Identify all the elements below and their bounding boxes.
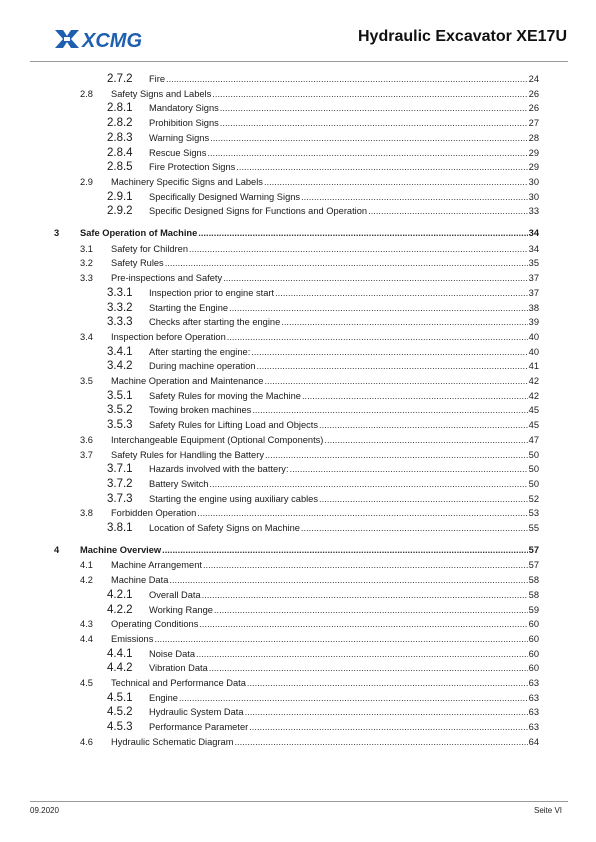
toc-leader-dots: [169, 573, 527, 587]
toc-link[interactable]: [149, 403, 539, 417]
toc-page-number: 41: [528, 361, 539, 372]
toc-entry[interactable]: [0, 286, 596, 300]
toc-page-number: 45: [528, 420, 539, 431]
toc-leader-dots: [203, 558, 528, 572]
toc-title: Safety for Children: [111, 243, 188, 254]
toc-title: Machine Arrangement: [111, 560, 202, 571]
toc-leader-dots: [220, 101, 528, 115]
toc-link[interactable]: [111, 506, 539, 520]
toc-entry[interactable]: [0, 647, 596, 661]
toc-number: 3.7.1: [107, 463, 133, 476]
toc-title: Towing broken machines: [149, 405, 252, 416]
toc-leader-dots: [265, 448, 528, 462]
toc-title: Performance Parameter: [149, 722, 249, 733]
toc-link[interactable]: [149, 146, 539, 160]
toc-title: Inspection prior to engine start: [149, 287, 275, 298]
toc-page-number: 40: [528, 331, 539, 342]
toc-link[interactable]: [149, 359, 539, 373]
toc-number: 3.6: [80, 434, 93, 445]
toc-number: 2.8.3: [107, 131, 133, 144]
toc-entry[interactable]: [0, 204, 596, 218]
toc-leader-dots: [256, 359, 527, 373]
toc-page-number: 55: [528, 523, 539, 533]
toc-link[interactable]: [111, 433, 539, 447]
toc-link[interactable]: [111, 175, 539, 189]
toc-entry[interactable]: [0, 603, 596, 617]
toc-number: 4.2.1: [107, 588, 133, 601]
toc-title: Safety Rules for Handling the Battery: [111, 449, 264, 460]
toc-title: Machine Operation and Maintenance: [111, 376, 264, 386]
toc-entry[interactable]: [0, 190, 596, 204]
toc-number: 4.1: [80, 560, 93, 571]
toc-page-number: 26: [528, 103, 539, 114]
toc-leader-dots: [199, 617, 527, 631]
toc-leader-dots: [212, 87, 527, 101]
toc-entry[interactable]: [0, 632, 596, 646]
toc-title: Location of Safety Signs on Machine: [149, 523, 300, 533]
toc-entry[interactable]: [0, 573, 596, 587]
toc-entry[interactable]: [0, 617, 596, 631]
toc-page-number: 58: [528, 575, 539, 586]
toc-link[interactable]: [149, 720, 539, 734]
toc-number: 2.9.1: [107, 190, 133, 203]
toc-leader-dots: [368, 204, 528, 218]
toc-number: 4: [54, 544, 60, 555]
toc-leader-dots: [281, 315, 527, 329]
toc-entry[interactable]: [0, 146, 596, 160]
toc-link[interactable]: [149, 492, 539, 506]
toc-title: Safety Rules for moving the Machine: [149, 390, 301, 401]
toc-page-number: 47: [528, 434, 539, 445]
toc-page-number: 58: [528, 589, 539, 600]
toc-title: Warning Signs: [149, 132, 210, 143]
toc-leader-dots: [162, 543, 528, 557]
toc-link[interactable]: [149, 131, 539, 145]
toc-entry[interactable]: [0, 676, 596, 690]
toc-entry[interactable]: [0, 506, 596, 520]
toc-entry[interactable]: [0, 116, 596, 130]
toc-page-number: 29: [528, 147, 539, 158]
toc-leader-dots: [223, 271, 528, 285]
toc-link[interactable]: [149, 204, 539, 218]
toc-leader-dots: [324, 433, 527, 447]
toc-leader-dots: [245, 705, 528, 719]
toc-entry[interactable]: [0, 345, 596, 359]
toc-title: Working Range: [149, 604, 213, 615]
toc-title: Prohibition Signs: [149, 118, 219, 129]
toc-link[interactable]: [80, 226, 539, 240]
toc-title: Machine Overview: [80, 544, 162, 555]
toc-page-number: 45: [528, 405, 539, 416]
toc-leader-dots: [249, 720, 527, 734]
toc-leader-dots: [179, 691, 528, 705]
toc-page-number: 39: [528, 317, 539, 328]
toc-title: Rescue Signs: [149, 147, 207, 158]
toc-leader-dots: [251, 345, 527, 359]
document-title: Hydraulic Excavator XE17U: [358, 28, 567, 45]
toc-number: 3.4: [80, 331, 93, 342]
toc-number: 4.5: [80, 678, 93, 688]
toc-title: Safety Signs and Labels: [111, 88, 212, 99]
toc-number: 3.5: [80, 376, 93, 386]
toc-entry[interactable]: [0, 271, 596, 285]
toc-number: 4.4.1: [107, 647, 133, 660]
toc-title: Engine: [149, 692, 178, 703]
toc-title: Hazards involved with the battery:: [149, 464, 289, 475]
toc-page-number: 63: [528, 707, 539, 718]
toc-leader-dots: [229, 301, 528, 315]
toc-number: 3.8: [80, 508, 93, 519]
toc-entry[interactable]: [0, 87, 596, 101]
toc-leader-dots: [264, 175, 528, 189]
toc-page-number: 60: [528, 663, 539, 674]
toc-number: 4.4.2: [107, 662, 133, 675]
toc-link[interactable]: [149, 286, 539, 300]
toc-page-number: 53: [528, 508, 539, 519]
toc-number: 3.3.2: [107, 301, 133, 314]
toc-page-number: 35: [528, 258, 539, 269]
toc-leader-dots: [189, 242, 528, 256]
toc-link[interactable]: [149, 116, 539, 130]
toc-page-number: 63: [528, 678, 539, 688]
toc-number: 2.8.2: [107, 117, 133, 130]
toc-link[interactable]: [149, 661, 539, 675]
toc-link[interactable]: [111, 558, 539, 572]
toc-leader-dots: [301, 190, 528, 204]
toc-leader-dots: [247, 676, 528, 690]
toc-page-number: 37: [528, 273, 539, 284]
toc-title: Hydraulic Schematic Diagram: [111, 736, 234, 747]
toc-page-number: 57: [528, 544, 539, 555]
toc-number: 2.8.1: [107, 102, 133, 115]
toc-title: Forbidden Operation: [111, 508, 197, 519]
toc-number: 4.2: [80, 575, 93, 586]
toc-leader-dots: [214, 603, 528, 617]
toc-page-number: 26: [528, 88, 539, 99]
toc-page-number: 60: [528, 619, 539, 630]
toc-title: Starting the engine using auxiliary cables: [149, 493, 318, 504]
footer-divider: [30, 801, 568, 802]
toc-entry[interactable]: [0, 226, 596, 240]
footer-page-number: Seite VI: [533, 806, 562, 815]
toc-page-number: 57: [528, 560, 539, 571]
toc-title: Hydraulic System Data: [149, 707, 244, 718]
toc-title: Vibration Data: [149, 663, 208, 674]
toc-number: 3.7.3: [107, 492, 133, 505]
toc-number: 2.8.5: [107, 161, 133, 174]
toc-number: 3.8.1: [107, 522, 133, 534]
toc-entry[interactable]: [0, 359, 596, 373]
toc-leader-dots: [319, 418, 528, 432]
toc-page-number: 59: [528, 604, 539, 615]
toc-number: 4.5.1: [107, 691, 133, 704]
xcmg-logo: [53, 26, 157, 52]
toc-link[interactable]: [149, 462, 539, 476]
toc-entry[interactable]: [0, 521, 596, 535]
toc-leader-dots: [264, 374, 527, 388]
toc-entry[interactable]: [0, 389, 596, 403]
toc-title: Safe Operation of Machine: [80, 228, 198, 238]
toc-number: 2.8: [80, 88, 93, 99]
toc-leader-dots: [207, 146, 527, 160]
toc-leader-dots: [236, 160, 527, 174]
toc-leader-dots: [302, 389, 528, 403]
toc-entry[interactable]: [0, 175, 596, 189]
toc-leader-dots: [252, 403, 527, 417]
toc-page-number: 42: [528, 390, 539, 401]
toc-link[interactable]: [149, 477, 539, 491]
toc-number: 3.4.1: [107, 345, 133, 358]
toc-entry[interactable]: [0, 374, 596, 388]
toc-leader-dots: [210, 131, 528, 145]
toc-leader-dots: [197, 506, 527, 520]
toc-title: Specifically Designed Warning Signs: [149, 191, 301, 202]
toc-title: Interchangeable Equipment (Optional Components): [111, 434, 324, 445]
toc-entry[interactable]: [0, 462, 596, 476]
toc-leader-dots: [166, 72, 528, 86]
toc-number: 2.9.2: [107, 205, 133, 218]
toc-title: Starting the Engine: [149, 302, 229, 313]
toc-link[interactable]: [111, 374, 539, 388]
toc-entry[interactable]: [0, 301, 596, 315]
toc-link[interactable]: [111, 330, 539, 344]
toc-entry[interactable]: [0, 433, 596, 447]
toc-title: After starting the engine:: [149, 346, 251, 357]
toc-link[interactable]: [149, 647, 539, 661]
toc-page-number: 63: [528, 692, 539, 703]
toc-leader-dots: [301, 521, 528, 535]
toc-entry[interactable]: [0, 72, 596, 86]
toc-title: Fire Protection Signs: [149, 162, 236, 173]
toc-number: 2.7.2: [107, 73, 133, 85]
toc-link[interactable]: [111, 632, 539, 646]
toc-link[interactable]: [149, 190, 539, 204]
toc-link[interactable]: [149, 160, 539, 174]
toc-leader-dots: [154, 632, 527, 646]
toc-entry[interactable]: [0, 448, 596, 462]
toc-page-number: 64: [528, 736, 539, 747]
toc-page-number: 37: [528, 287, 539, 298]
toc-title: Overall Data: [149, 589, 201, 600]
toc-leader-dots: [290, 462, 528, 476]
toc-entry[interactable]: [0, 661, 596, 675]
toc-leader-dots: [165, 256, 528, 270]
toc-number: 3.4.2: [107, 360, 133, 373]
toc-entry[interactable]: [0, 558, 596, 572]
toc-page-number: 52: [528, 493, 539, 504]
toc-title: Checks after starting the engine: [149, 317, 281, 328]
toc-link[interactable]: [149, 315, 539, 329]
toc-leader-dots: [220, 116, 528, 130]
toc-link[interactable]: [149, 389, 539, 403]
toc-page-number: 27: [528, 118, 539, 129]
toc-title: Emissions: [111, 633, 154, 644]
toc-entry[interactable]: [0, 720, 596, 734]
logo-wordmark: XCMG: [82, 30, 142, 52]
toc-number: 3.5.2: [107, 404, 133, 417]
toc-title: During machine operation: [149, 361, 256, 372]
toc-title: Inspection before Operation: [111, 331, 226, 342]
toc-title: Machine Data: [111, 575, 169, 586]
toc-page-number: 50: [528, 464, 539, 475]
header-divider: [30, 61, 568, 62]
toc-leader-dots: [319, 492, 528, 506]
toc-number: 3.5.3: [107, 419, 133, 432]
toc-number: 3.3.3: [107, 316, 133, 329]
toc-link[interactable]: [149, 301, 539, 315]
toc-page-number: 33: [528, 206, 539, 217]
toc-leader-dots: [234, 735, 527, 749]
toc-link[interactable]: [111, 573, 539, 587]
toc-title: Safety Rules for Lifting Load and Objects: [149, 420, 318, 431]
toc-link[interactable]: [111, 617, 539, 631]
toc-page-number: 60: [528, 648, 539, 659]
toc-link[interactable]: [149, 418, 539, 432]
toc-link[interactable]: [80, 543, 539, 557]
toc-page-number: 30: [528, 176, 539, 187]
toc-title: Battery Switch: [149, 478, 209, 489]
toc-entry[interactable]: [0, 330, 596, 344]
toc-entry[interactable]: [0, 403, 596, 417]
toc-entry[interactable]: [0, 256, 596, 270]
toc-number: 3.7: [80, 449, 93, 460]
toc-entry[interactable]: [0, 242, 596, 256]
toc-link[interactable]: [111, 448, 539, 462]
toc-leader-dots: [209, 661, 528, 675]
toc-link[interactable]: [149, 101, 539, 115]
toc-entry[interactable]: [0, 705, 596, 719]
toc-page-number: 50: [528, 449, 539, 460]
toc-number: 4.6: [80, 736, 93, 747]
toc-title: Pre-inspections and Safety: [111, 273, 223, 284]
toc-link[interactable]: [111, 735, 539, 749]
page-header: [0, 0, 596, 62]
toc-entry[interactable]: [0, 477, 596, 491]
toc-number: 3: [54, 228, 60, 238]
toc-title: Safety Rules: [111, 258, 164, 269]
toc-page-number: 63: [528, 722, 539, 733]
toc-entry[interactable]: [0, 418, 596, 432]
toc-leader-dots: [202, 588, 528, 602]
footer-date: 09.2020: [30, 806, 59, 815]
toc-page-number: 40: [528, 346, 539, 357]
toc-entry[interactable]: [0, 160, 596, 174]
toc-entry[interactable]: [0, 492, 596, 506]
toc-leader-dots: [227, 330, 528, 344]
toc-number: 3.3: [80, 273, 93, 284]
toc-title: Machinery Specific Signs and Labels: [111, 176, 263, 187]
toc-title: Operating Conditions: [111, 619, 199, 630]
toc-leader-dots: [198, 226, 527, 240]
toc-page-number: 42: [528, 376, 539, 386]
toc-link[interactable]: [149, 345, 539, 359]
toc-number: 4.5.3: [107, 721, 133, 734]
toc-number: 4.4: [80, 633, 93, 644]
toc-page-number: 29: [528, 162, 539, 173]
toc-title: Fire: [149, 74, 166, 84]
toc-link[interactable]: [149, 588, 539, 602]
toc-entry[interactable]: [0, 131, 596, 145]
toc-link[interactable]: [111, 271, 539, 285]
toc-number: 2.8.4: [107, 146, 133, 159]
toc-entry[interactable]: [0, 315, 596, 329]
toc-number: 3.2: [80, 258, 93, 269]
toc-number: 3.3.1: [107, 286, 133, 299]
toc-link[interactable]: [111, 256, 539, 270]
toc-title: Specific Designed Signs for Functions and Operation: [149, 206, 368, 217]
toc-leader-dots: [196, 647, 528, 661]
toc-number: 3.7.2: [107, 477, 133, 490]
toc-page-number: 30: [528, 191, 539, 202]
toc-entry[interactable]: [0, 543, 596, 557]
toc-link[interactable]: [149, 691, 539, 705]
toc-page-number: 38: [528, 302, 539, 313]
toc-leader-dots: [275, 286, 528, 300]
toc-title: Noise Data: [149, 648, 195, 659]
toc-link[interactable]: [149, 603, 539, 617]
toc-entry[interactable]: [0, 588, 596, 602]
toc-entry[interactable]: [0, 735, 596, 749]
toc-page-number: 24: [528, 74, 539, 84]
toc-entry[interactable]: [0, 691, 596, 705]
toc-number: 3.1: [80, 243, 93, 254]
toc-page-number: 60: [528, 633, 539, 644]
toc-link[interactable]: [149, 72, 539, 86]
toc-page-number: 34: [528, 243, 539, 254]
toc-link[interactable]: [149, 705, 539, 719]
toc-number: 4.5.2: [107, 706, 133, 719]
toc-link[interactable]: [149, 521, 539, 535]
toc-page-number: 28: [528, 132, 539, 143]
toc-title: Mandatory Signs: [149, 103, 219, 114]
toc-page-number: 50: [528, 478, 539, 489]
toc-page-number: 34: [528, 228, 539, 238]
toc-number: 3.5.1: [107, 389, 133, 402]
toc-title: Technical and Performance Data: [111, 678, 246, 688]
toc-link[interactable]: [111, 87, 539, 101]
toc-entry[interactable]: [0, 101, 596, 115]
toc-number: 2.9: [80, 176, 93, 187]
toc-number: 4.3: [80, 619, 93, 630]
toc-number: 4.2.2: [107, 603, 133, 616]
toc-leader-dots: [209, 477, 527, 491]
toc-link[interactable]: [111, 242, 539, 256]
toc-link[interactable]: [111, 676, 539, 690]
